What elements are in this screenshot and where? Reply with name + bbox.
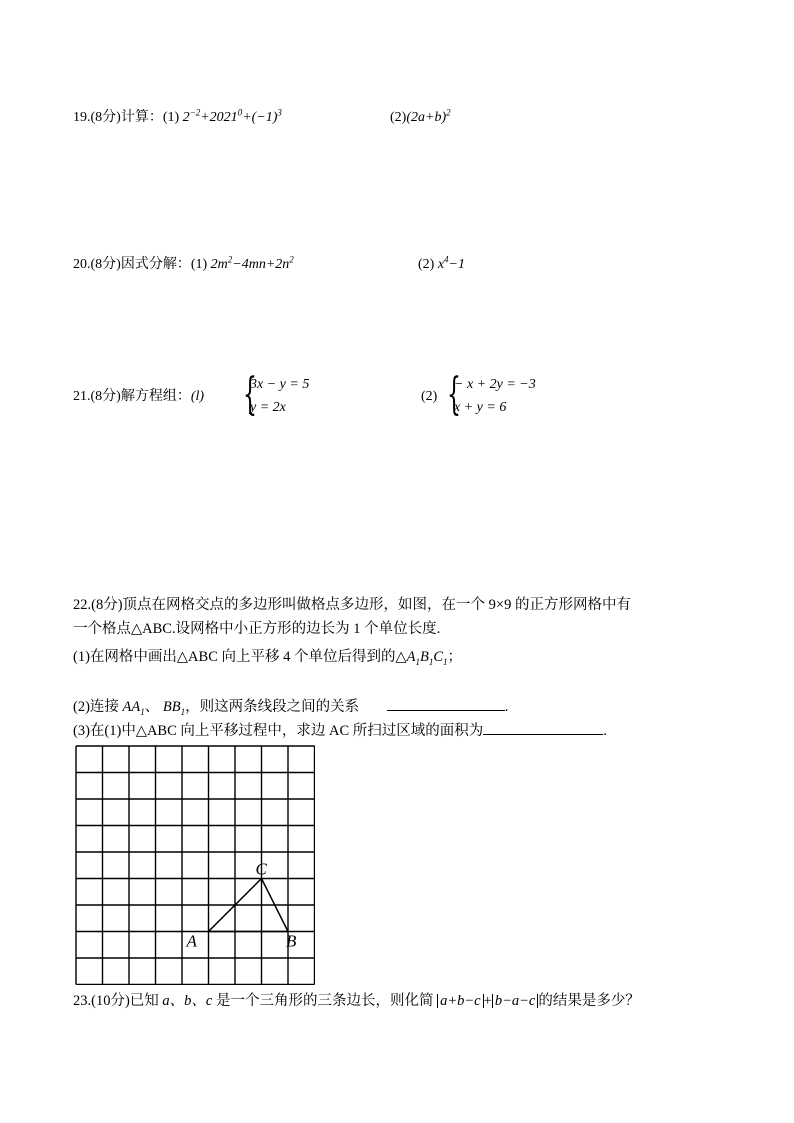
q22-line1: 22.(8分)顶点在网格交点的多边形叫做格点多边形，如图，在一个 9×9 的正方形网格中有 xyxy=(73,597,631,613)
grid-figure xyxy=(75,745,315,985)
q20-part2 xyxy=(418,256,465,274)
triangle-a1b1c1-label: $A_1B_1C_1$ xyxy=(406,649,448,667)
q21-part1-label: (l) xyxy=(190,389,205,404)
q20-expr2: $x^4-1$ xyxy=(437,254,465,272)
vertex-label-c: C xyxy=(255,859,267,879)
q21-s1-eq1: 3x − y = 5 xyxy=(250,377,310,392)
q21-s1-eq2: y = 2x xyxy=(250,400,286,415)
q22-item3-answer-blank[interactable] xyxy=(483,721,603,735)
question-21 xyxy=(73,388,204,406)
q19-part2 xyxy=(390,109,451,127)
q22-item2: (2)连接 $AA_1$、 $BB_1$，则这两条线段之间的关系 . xyxy=(73,699,509,717)
q19-expr1: $2^{-2}+2021^0+(-1)^3$ xyxy=(182,107,282,125)
q23-vars: a、b、c xyxy=(162,993,213,1009)
segment-aa1-label: $AA_1$ xyxy=(122,699,145,717)
question-23: 23.(10分)已知 a、b、c 是一个三角形的三条边长，则化简 a+b−c + b−a−c 的结果是多少？ xyxy=(73,993,640,1009)
q19-heading: 19.(8分)计算： xyxy=(73,110,163,125)
q19-part2-label: (2) xyxy=(390,110,407,125)
q21-part2-label-wrap xyxy=(421,388,437,406)
q23-abs2: b−a−c xyxy=(492,994,539,1008)
q19-part1-label: (1) xyxy=(162,110,180,125)
q21-system1 xyxy=(236,369,310,420)
q22-line2: 一个格点△ABC.设网格中小正方形的边长为 1 个单位长度. xyxy=(73,621,441,637)
q21-s2-eq1: − x + 2y = −3 xyxy=(454,377,536,392)
q21-brace1: { xyxy=(243,369,257,420)
q20-heading: 20.(8分)因式分解： xyxy=(73,257,191,272)
q22-item3: (3)在(1)中△ABC 向上平移过程中，求边 AC 所扫过区域的面积为 . xyxy=(73,723,607,739)
q22-item1: (1)在网格中画出△ABC 向上平移 4 个单位后得到的$\triangle A_1B_1C_1$； xyxy=(73,649,463,667)
q20-expr1: $2m^2-4mn+2n^2$ xyxy=(210,254,294,272)
q23-abs1: a+b−c xyxy=(437,994,484,1008)
question-19 xyxy=(73,109,282,127)
q21-brace2: { xyxy=(447,369,461,420)
q21-s2-eq2: x + y = 6 xyxy=(454,400,507,415)
segment-bb1-label: $BB_1$ xyxy=(162,699,186,717)
q20-part2-label: (2) xyxy=(418,257,435,272)
q20-part1-label: (1) xyxy=(190,257,208,272)
question-20 xyxy=(73,256,294,274)
q21-system2 xyxy=(440,369,536,420)
q21-part2-label: (2) xyxy=(421,389,438,404)
q19-expr2: $(2a+b)^2$ xyxy=(406,107,451,125)
q22-item2-answer-blank[interactable] xyxy=(387,697,505,711)
q21-heading: 21.(8分)解方程组： xyxy=(73,389,191,404)
vertex-label-b: B xyxy=(286,931,297,951)
vertex-label-a: A xyxy=(186,931,197,951)
